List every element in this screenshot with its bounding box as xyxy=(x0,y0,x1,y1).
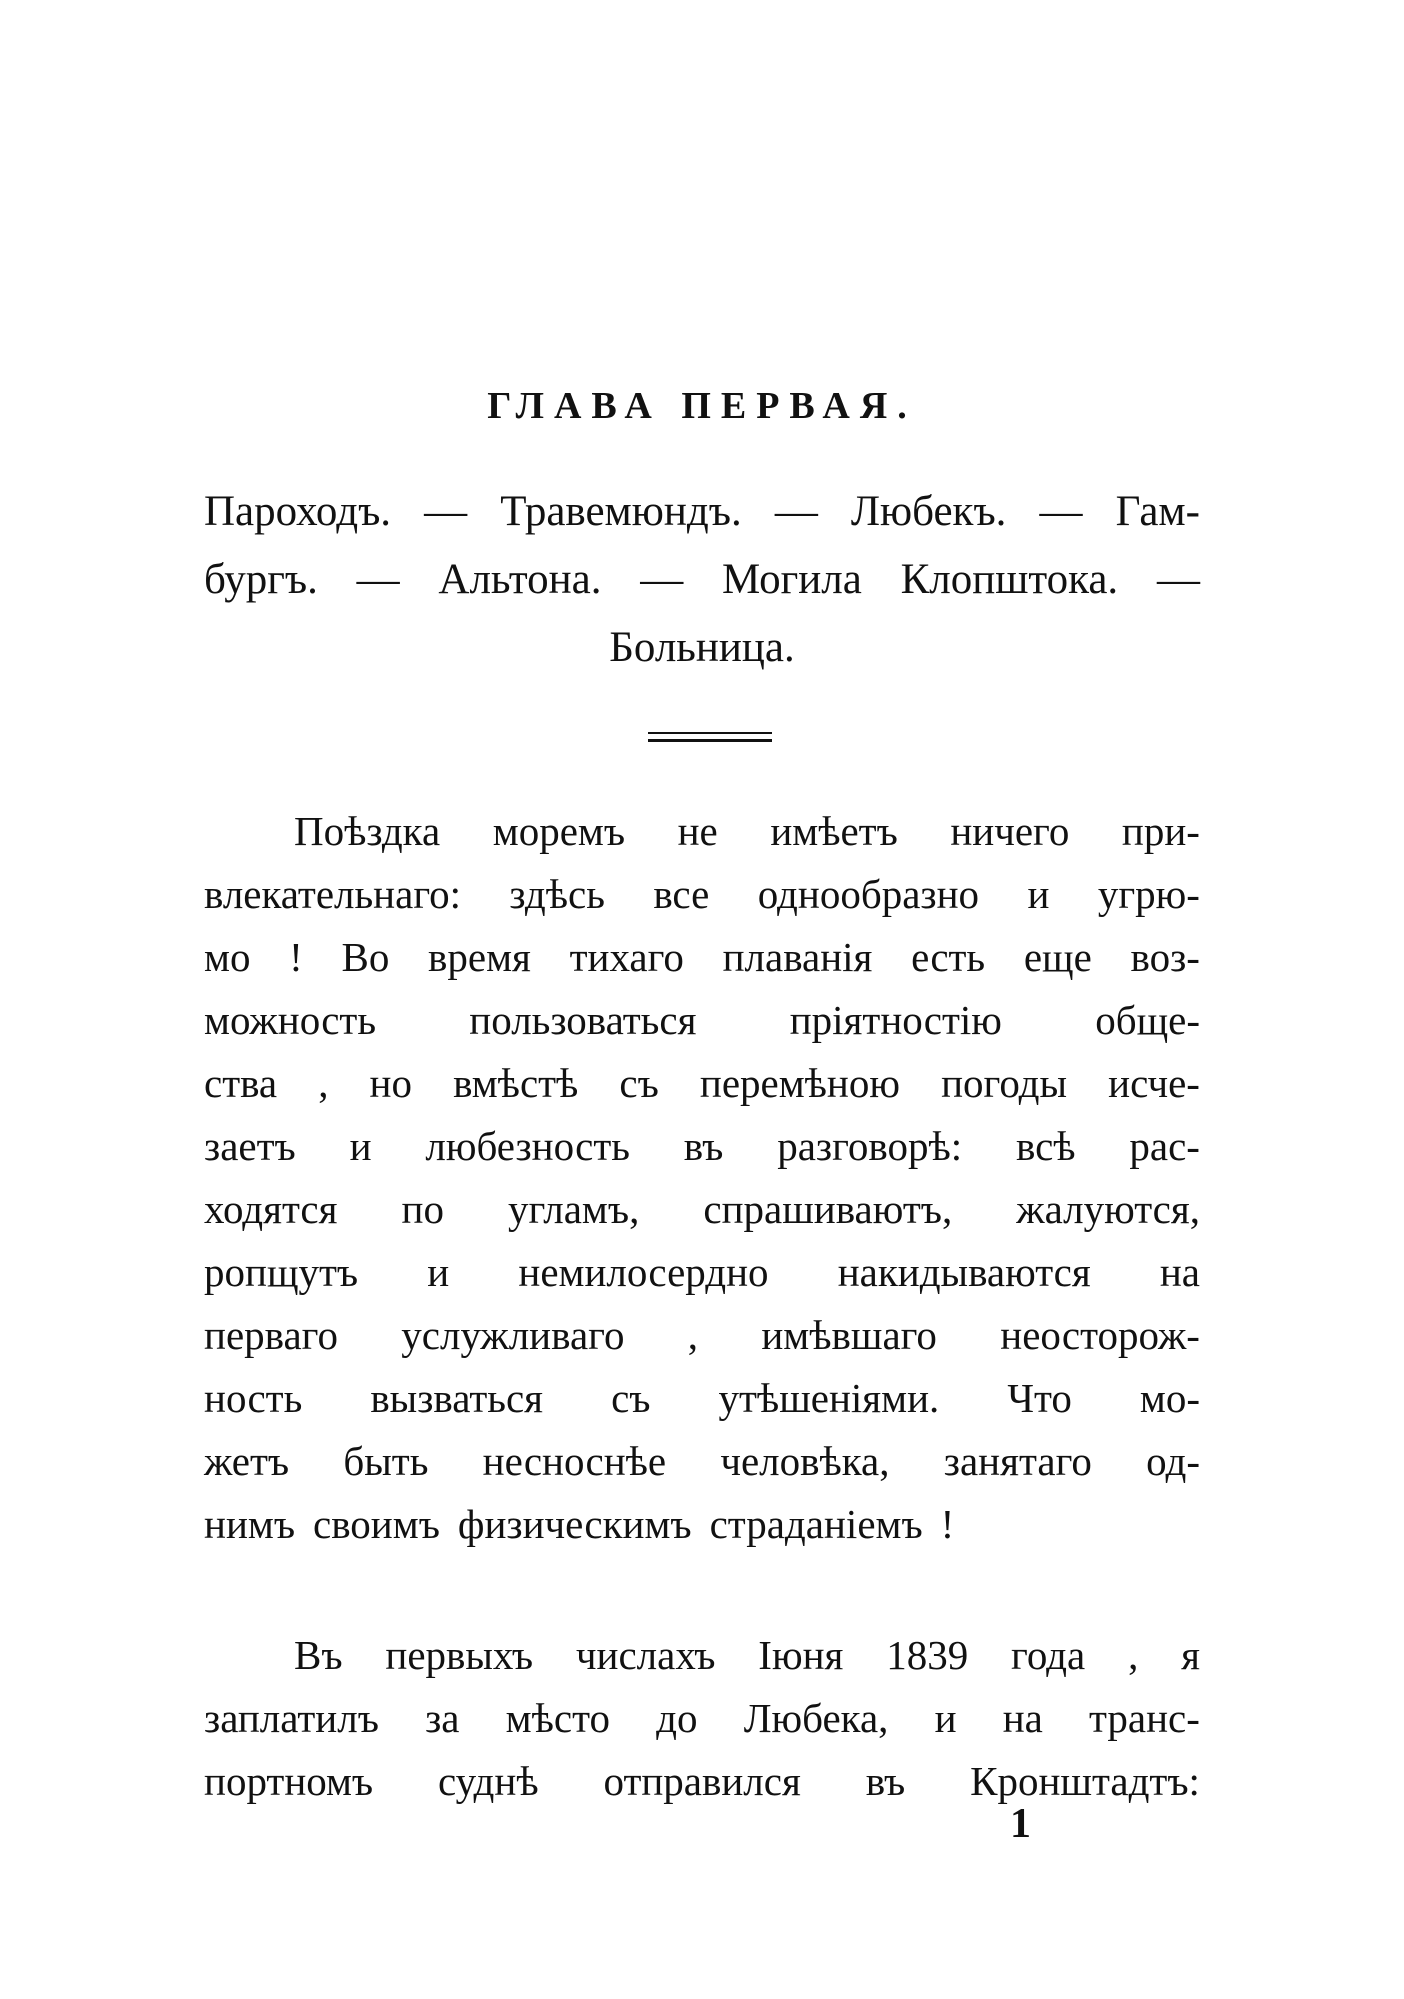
word: на xyxy=(1159,1249,1200,1295)
word: услужливаго xyxy=(401,1312,625,1358)
word: однообразно xyxy=(757,871,980,917)
word: до xyxy=(656,1695,698,1741)
page-number: 1 xyxy=(1010,1801,1031,1847)
word: нимъ xyxy=(204,1501,296,1547)
paragraph-1 xyxy=(204,800,1200,1556)
word: и xyxy=(427,1249,450,1295)
word: пользоваться xyxy=(469,997,697,1043)
word: накидываются xyxy=(837,1249,1091,1295)
summary-line xyxy=(204,546,1200,614)
word: воз- xyxy=(1130,934,1200,980)
word: мѣсто xyxy=(505,1695,610,1741)
summary-word: Пароходъ. xyxy=(204,488,392,535)
word: неосторож- xyxy=(1000,1312,1200,1358)
word: од- xyxy=(1146,1438,1200,1484)
text-line xyxy=(204,1052,1200,1115)
word: мо- xyxy=(1139,1375,1200,1421)
word: спрашиваютъ, xyxy=(703,1186,953,1232)
word: Іюня xyxy=(758,1632,844,1678)
word: , xyxy=(318,1060,329,1106)
word: заетъ xyxy=(204,1123,296,1169)
word: заплатилъ xyxy=(204,1695,379,1741)
word: вызваться xyxy=(370,1375,544,1421)
word: года xyxy=(1011,1632,1086,1678)
paragraph-2 xyxy=(204,1624,1200,1813)
word: угрю- xyxy=(1097,871,1200,917)
text-line xyxy=(204,1115,1200,1178)
word: ! xyxy=(289,934,303,980)
word: ства xyxy=(204,1060,278,1106)
word: своимъ xyxy=(313,1501,440,1547)
word: рас- xyxy=(1129,1123,1200,1169)
text-line xyxy=(204,1493,1200,1556)
word: моремъ xyxy=(492,808,626,854)
word: Поѣздка xyxy=(294,808,441,854)
word: страданіемъ xyxy=(709,1501,923,1547)
word: погоды xyxy=(941,1060,1068,1106)
summary-word: Травемюндъ. xyxy=(500,488,742,535)
summary-word: Альтона. xyxy=(438,556,602,603)
chapter-title: ГЛАВА ПЕРВАЯ. xyxy=(487,385,917,427)
word: Въ xyxy=(294,1632,343,1678)
word: занятаго xyxy=(943,1438,1092,1484)
summary-word: — xyxy=(640,556,684,603)
summary-word: Больница. xyxy=(609,624,795,671)
word: ничего xyxy=(950,808,1070,854)
word: мо xyxy=(204,934,251,980)
word: быть xyxy=(343,1438,429,1484)
summary-word: — xyxy=(1156,556,1200,603)
word: есть xyxy=(911,934,986,980)
word: здѣсь xyxy=(509,871,605,917)
word: несноснѣе xyxy=(482,1438,667,1484)
word: имѣвшаго xyxy=(761,1312,937,1358)
text-line xyxy=(204,1430,1200,1493)
word: плаванія xyxy=(722,934,873,980)
word: числахъ xyxy=(575,1632,716,1678)
word: ность xyxy=(204,1375,303,1421)
word: съ xyxy=(611,1375,651,1421)
text-line xyxy=(204,1178,1200,1241)
word: съ xyxy=(619,1060,659,1106)
word: и xyxy=(349,1123,372,1169)
text-line xyxy=(204,1241,1200,1304)
word: на xyxy=(1002,1695,1043,1741)
summary-word: Клопштока. xyxy=(900,556,1119,603)
word: Кронштадтъ: xyxy=(970,1758,1200,1804)
text-line xyxy=(204,1687,1200,1750)
word: транс- xyxy=(1089,1695,1200,1741)
word: , xyxy=(687,1312,699,1358)
word: пріятностію xyxy=(789,997,1002,1043)
word: Любека, xyxy=(743,1695,889,1741)
summary-word: бургъ. xyxy=(204,556,318,603)
word: ропщутъ xyxy=(204,1249,359,1295)
word: вмѣстѣ xyxy=(453,1060,579,1106)
word: 1839 xyxy=(886,1632,969,1678)
summary-word: — xyxy=(774,488,818,535)
word: и xyxy=(1027,871,1050,917)
word: можность xyxy=(204,997,377,1043)
word: я xyxy=(1181,1632,1200,1678)
word: ходятся xyxy=(204,1186,338,1232)
word: въ xyxy=(865,1758,906,1804)
text-line xyxy=(204,800,1200,863)
text-line xyxy=(204,863,1200,926)
text-line xyxy=(204,1367,1200,1430)
word: суднѣ xyxy=(437,1758,539,1804)
word: влекательнаго: xyxy=(204,871,462,917)
divider-rule-top xyxy=(648,732,772,734)
summary-line xyxy=(204,478,1200,546)
divider-rule-bottom xyxy=(648,739,772,742)
word: ! xyxy=(940,1501,955,1547)
word: но xyxy=(369,1060,412,1106)
word: Во xyxy=(341,934,390,980)
text-line xyxy=(204,926,1200,989)
word: по xyxy=(401,1186,444,1232)
word: при- xyxy=(1121,808,1200,854)
word: утѣшеніями. xyxy=(718,1375,940,1421)
text-line xyxy=(204,1624,1200,1687)
word: человѣка, xyxy=(720,1438,890,1484)
summary-word: — xyxy=(1039,488,1083,535)
word: отправился xyxy=(603,1758,801,1804)
word: жетъ xyxy=(204,1438,290,1484)
word: время xyxy=(428,934,531,980)
word: перваго xyxy=(204,1312,338,1358)
word: угламъ, xyxy=(508,1186,640,1232)
word: Что xyxy=(1007,1375,1072,1421)
word: не xyxy=(677,808,718,854)
summary-word: — xyxy=(424,488,468,535)
word: обще- xyxy=(1095,997,1200,1043)
summary-word: Гам- xyxy=(1115,488,1200,535)
word: перемѣною xyxy=(699,1060,901,1106)
word: первыхъ xyxy=(385,1632,534,1678)
word: жалуются, xyxy=(1016,1186,1200,1232)
text-line xyxy=(204,989,1200,1052)
word: физическимъ xyxy=(457,1501,692,1547)
text-line xyxy=(204,1750,1200,1813)
word: немилосердно xyxy=(518,1249,769,1295)
summary-word: Могила xyxy=(722,556,862,603)
word: всѣ xyxy=(1015,1123,1076,1169)
summary-line xyxy=(204,614,1200,682)
text-line xyxy=(204,1304,1200,1367)
word: разговорѣ: xyxy=(777,1123,963,1169)
word: за xyxy=(425,1695,460,1741)
summary-word: — xyxy=(356,556,400,603)
word: любезность xyxy=(425,1123,630,1169)
word: въ xyxy=(683,1123,724,1169)
word: , xyxy=(1128,1632,1139,1678)
word: и xyxy=(934,1695,957,1741)
chapter-summary xyxy=(204,478,1200,682)
summary-word: Любекъ. xyxy=(850,488,1007,535)
word: исче- xyxy=(1108,1060,1200,1106)
word: еще xyxy=(1023,934,1092,980)
section-divider xyxy=(648,732,772,742)
word: портномъ xyxy=(204,1758,374,1804)
word: все xyxy=(653,871,710,917)
word: имѣетъ xyxy=(770,808,898,854)
word: тихаго xyxy=(569,934,684,980)
